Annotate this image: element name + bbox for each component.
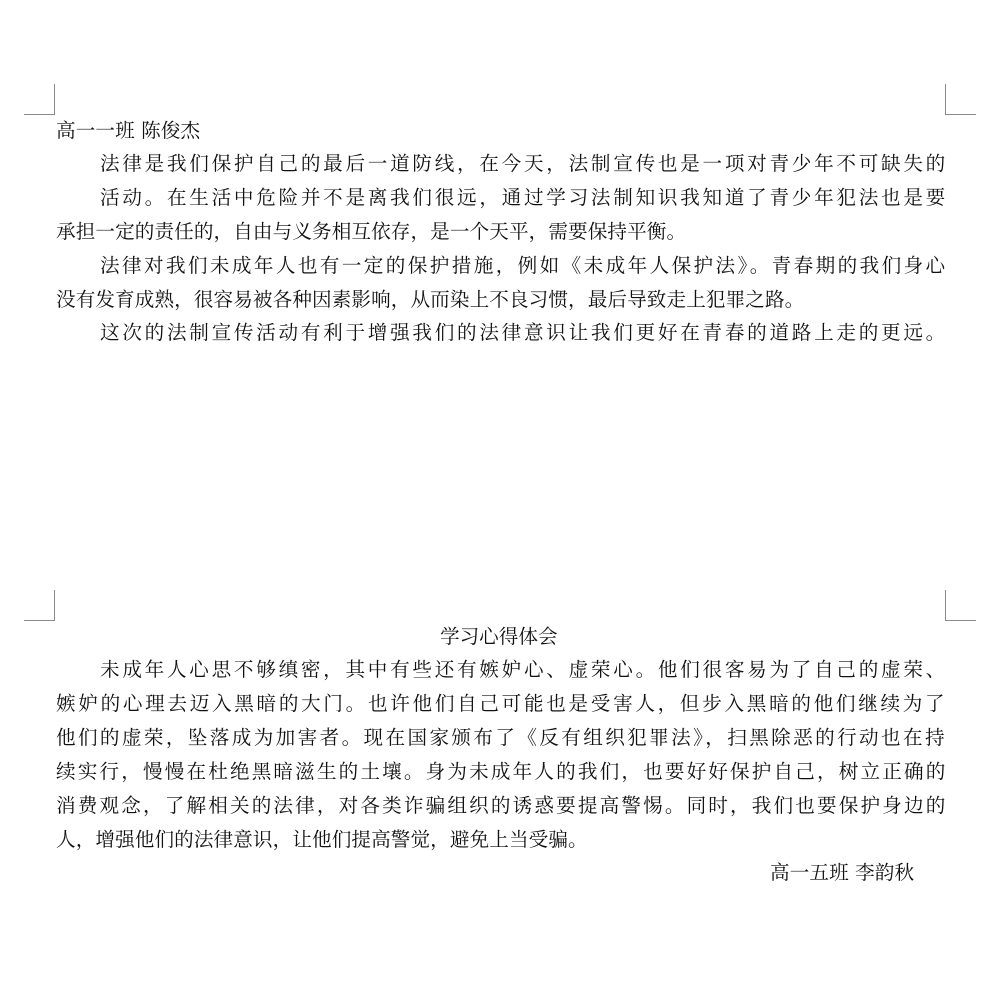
signature-line: 高一五班 李韵秋 (770, 861, 915, 884)
corner-mark-top-left-page1 (24, 84, 55, 115)
paragraph-line: 人，增强他们的法律意识，让他们提高警觉，避免上当受骗。 (56, 828, 588, 851)
paragraph-line: 这次的法制宣传活动有利于增强我们的法律意识让我们更好在青春的道路上走的更远。 (100, 321, 948, 344)
author-line: 高一一班 陈俊杰 (56, 119, 201, 142)
paragraph-line: 嫉妒的心理去迈入黑暗的大门。也许他们自己可能也是受害人，但步入黑暗的他们继续为了 (56, 692, 948, 715)
corner-mark-top-left-page2 (24, 590, 55, 621)
paragraph-line: 活动。在生活中危险并不是离我们很远，通过学习法制知识我知道了青少年犯法也是要 (100, 186, 948, 209)
paragraph-line: 消费观念，了解相关的法律，对各类诈骗组织的诱惑要提高警惕。同时，我们也要保护身边的 (56, 794, 948, 817)
paragraph-line: 未成年人心思不够缜密，其中有些还有嫉妒心、虚荣心。他们很客易为了自己的虚荣、 (100, 658, 948, 681)
paragraph-line: 法律是我们保护自己的最后一道防线，在今天，法制宣传也是一项对青少年不可缺失的 (100, 152, 948, 175)
paragraph-line: 法律对我们未成年人也有一定的保护措施，例如《未成年人保护法》。青春期的我们身心 (100, 254, 948, 277)
corner-mark-top-right-page2 (945, 590, 976, 621)
paragraph-line: 承担一定的责任的，自由与义务相互依存，是一个天平，需要保持平衡。 (56, 220, 687, 243)
corner-mark-top-right-page1 (945, 84, 976, 115)
paragraph-line: 续实行，慢慢在杜绝黑暗滋生的土壤。身为未成年人的我们，也要好好保护自己，树立正确的 (56, 760, 948, 783)
paragraph-line: 没有发育成熟，很容易被各种因素影响，从而染上不良习惯，最后导致走上犯罪之路。 (56, 288, 805, 311)
paragraph-line: 他们的虚荣，坠落成为加害者。现在国家颁布了《反有组织犯罪法》，扫黑除恶的行动也在持 (56, 726, 947, 749)
page-title: 学习心得体会 (440, 625, 558, 648)
